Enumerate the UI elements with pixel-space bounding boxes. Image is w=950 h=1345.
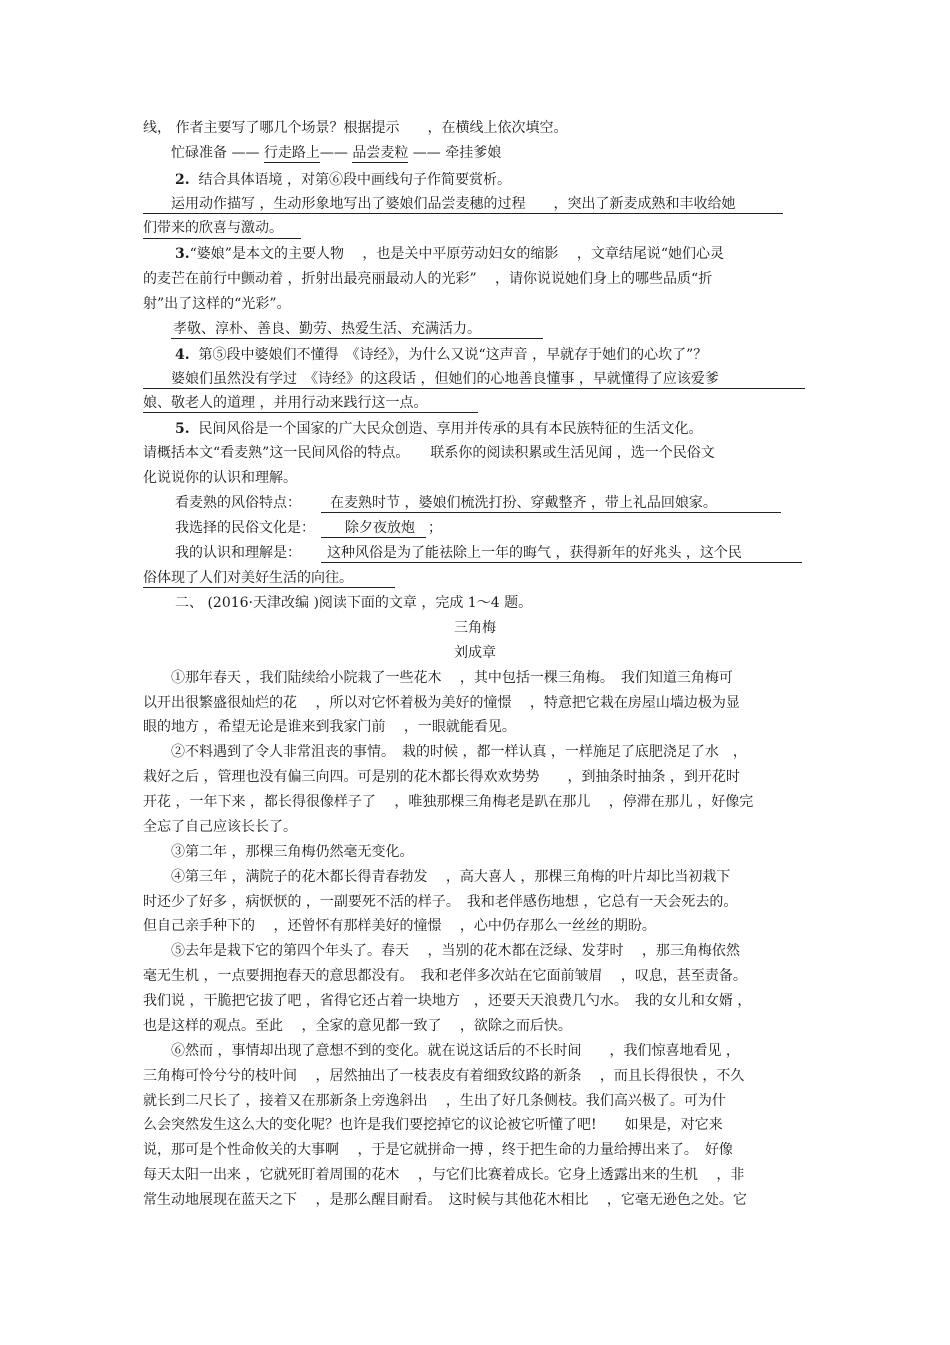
q1-stem-line: 线， 作者主要写了哪几个场景？根据提示 ，在横线上依次填空。 (143, 120, 568, 136)
q2-answer-line-1: 运用动作描写 ，生动形象地写出了婆娘们品尝麦穗的过程 ，突出了新麦成熟和丰收给她 (171, 196, 736, 212)
q2-number: 2. (175, 172, 190, 188)
q3-stem-2: 的麦芒在前行中颤动着 ，折射出最亮丽最动人的光彩” ，请你说说她们身上的哪些品质“折 (143, 271, 713, 287)
q4-answer-line-2: 娘、敬老人的道理 ，并用行动来践行这一点。 (143, 395, 428, 411)
q5-understanding-answer-2: 俗体现了人们对美好生活的向往。 (143, 570, 353, 586)
article-line: 么会突然发生这么大的变化呢？也许是我们要挖掉它的议论被它听懂了吧! 如果是，对它来 (143, 1117, 723, 1133)
section2-intro: 二、 (2016·天津改编 )阅读下面的文章 ，完成 1～4 题。 (175, 595, 533, 611)
q3-stem-3: 射”出了这样的“光彩”。 (143, 296, 291, 312)
q5-stem-1 (175, 420, 703, 438)
article-title: 三角梅 (454, 620, 496, 636)
article-line: 也是这样的观点。至此 ，全家的意见都一致了 ，欲除之而后快。 (143, 1018, 572, 1034)
article-line: 说，那可是个性命攸关的大事啊 ，于是它就拼命一搏 ，终于把生命的力量给搏出来了。 好像 (143, 1142, 733, 1158)
q1-prompt-1: 忙碌准备 —— (171, 145, 264, 161)
article-line: 我们说 ，干脆把它拔了吧 ，省得它还占着一块地方 ，还要天天浪费几勺水。 我的女儿和女婿 ， (143, 993, 752, 1009)
q5-understanding-label: 我的认识和理解是： (175, 545, 301, 561)
q2-answer-rule-2 (143, 238, 301, 239)
article-line: 栽好之后 ，管理也没有偏三向四。可是别的花木都长得欢欢势势 ，到抽条时抽条 ，到开花时 (143, 769, 740, 785)
q3-answer: 孝敬、淳朴、善良、勤劳、热爱生活、充满活力。 (173, 321, 481, 337)
q4-stem (175, 346, 707, 364)
article-line: ③第二年 ，那棵三角梅仍然毫无变化。 (171, 844, 414, 860)
q5-stem-1-text: 民间风俗是一个国家的广大民众创造、享用并传承的具有本民族特征的生活文化。 (198, 421, 703, 437)
q1-prompt-3: —— 牵挂爹娘 (408, 145, 502, 161)
q3-stem-1 (175, 245, 724, 263)
article-line: 但自己亲手种下的 ，还曾怀有那样美好的憧憬 ，心中仍存那么一丝丝的期盼。 (143, 918, 656, 934)
q1-blank-2: 品尝麦粒 (352, 145, 409, 161)
q4-answer-rule-2 (143, 412, 478, 413)
q3-answer-rule (171, 338, 543, 339)
q5-number: 5. (175, 421, 190, 437)
article-line: ④第三年 ，满院子的花木都长得青春勃发 ，高大喜人 ，那棵三角梅的叶片却比当初栽下 (171, 869, 731, 885)
q1-prompt-2: —— (319, 145, 353, 161)
article-line: ②不料遇到了令人非常沮丧的事情。 栽的时候 ，都一样认真 ，一样施足了底肥浇足了水 ， (171, 744, 747, 760)
article-line: ⑤去年是栽下它的第四个年头了。春天 ，当别的花木都在泛绿、发芽时 ，那三角梅依然 (171, 943, 740, 959)
article-line: 每天太阳一出来 ，它就死盯着周围的花木 ，与它们比赛着成长。它身上透露出来的生机 ，非 (143, 1167, 745, 1183)
article-line: 三角梅可怜兮兮的枝叶间 ，居然抽出了一枝表皮有着细致纹路的新条 ，而且长得很快 ，不久 (143, 1068, 745, 1084)
q5-feature-answer: 在麦熟时节 ，婆娘们梳洗打扮、穿戴整齐 ，带上礼品回娘家。 (330, 495, 717, 511)
q5-feature-label: 看麦熟的风俗特点： (175, 495, 301, 511)
article-author: 刘成章 (454, 645, 496, 661)
q2-answer-rule-1 (143, 213, 783, 214)
article-line: 毫无生机 ，一点要拥抱春天的意思都没有。 我和老伴多次站在它面前皱眉 ，叹息，甚至责备。 (143, 968, 747, 984)
q5-stem-2: 请概括本文“看麦熟”这一民间风俗的特点。 联系你的阅读积累或生活见闻 ，选一个民俗文 (143, 445, 715, 461)
article-line: ①那年春天 ，我们陆续给小院栽了一些花木 ，其中包括一棵三角梅。 我们知道三角梅可 (171, 670, 733, 686)
q4-answer-line-1: 婆娘们虽然没有学过 《诗经》的这段话 ，但她们的心地善良懂事 ，早就懂得了应该爱爹 (171, 371, 719, 387)
q4-answer-rule-1 (143, 388, 805, 389)
q5-choice-rule (321, 537, 426, 538)
q3-number: 3. (175, 246, 190, 262)
q5-understanding-answer-1: 这种风俗是为了能祛除上一年的晦气 ，获得新年的好兆头 ，这个民 (327, 545, 742, 561)
q5-stem-3: 化说说你的认识和理解。 (143, 470, 297, 486)
article-line: 常生动地展现在蓝天之下 ，是那么醒目耐看。 这时候与其他花木相比 ，它毫无逊色之处。它 (143, 1192, 747, 1208)
article-line: 眼的地方 ，希望无论是谁来到我家门前 ，一眼就能看见。 (143, 719, 516, 735)
q5-choice-answer: 除夕夜放炮 (345, 520, 415, 536)
article-line: ⑥然而 ，事情却出现了意想不到的变化。就在说这话后的不长时间 ，我们惊喜地看见 ， (171, 1043, 740, 1059)
q5-choice-label: 我选择的民俗文化是： (175, 520, 315, 536)
q5-choice-end: ； (428, 520, 442, 536)
article-line: 全忘了自己应该长长了。 (143, 819, 297, 835)
q4-number: 4. (175, 347, 190, 363)
q1-answer-line (171, 144, 501, 162)
q2-answer-line-2: 们带来的欣喜与激动。 (143, 220, 283, 236)
q3-stem-1-text: “婆娘”是本文的主要人物 ，也是关中平原劳动妇女的缩影 ，文章结尾说“她们心灵 (189, 246, 724, 262)
q4-stem-text: 第⑤段中婆娘们不懂得 《诗经》，为什么又说“这声音 ，早就存于她们的心坎了”？ (198, 347, 708, 363)
q1-blank-1: 行走路上 (263, 145, 320, 161)
q5-feature-rule (321, 512, 781, 513)
q5-understanding-rule-2 (143, 587, 395, 588)
q5-understanding-rule-1 (321, 562, 802, 563)
article-line: 开花 ，一年下来 ，都长得很像样子了 ，唯独那棵三角梅老是趴在那儿 ，停滞在那儿 ，好像完 (143, 794, 754, 810)
article-line: 就长到二尺长了 ，接着又在那新条上旁逸斜出 ，生出了好几条侧枝。我们高兴极了。可为什 (143, 1093, 726, 1109)
article-line: 时还少了好多 ，病恹恹的 ，一副要死不活的样子。 我和老伴感伤地想 ，它总有一天会死去的。 (143, 894, 738, 910)
q2-stem-text: 结合具体语境 ，对第⑥段中画线句子作简要赏析。 (198, 172, 511, 188)
q2-stem (175, 171, 511, 189)
article-line: 以开出很繁盛很灿烂的花 ，所以对它怀着极为美好的憧憬 ，特意把它栽在房屋山墙边极为显 (143, 695, 740, 711)
